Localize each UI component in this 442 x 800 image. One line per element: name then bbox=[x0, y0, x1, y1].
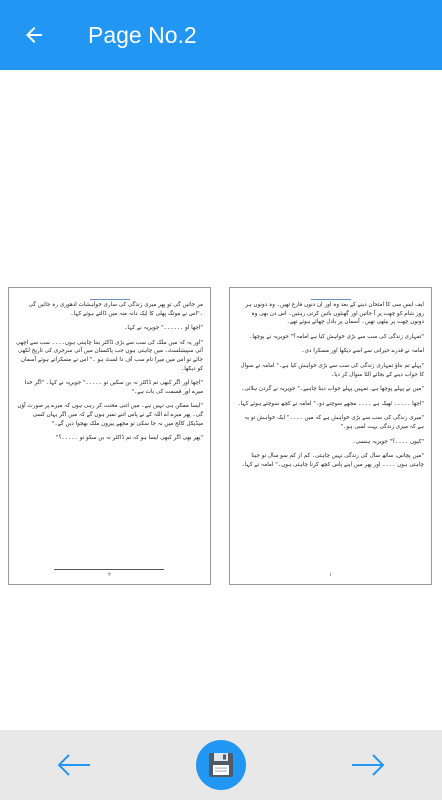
page-paragraph: "پہلے تم بتاؤ تمہاری زندگی کی سب سے بڑی خواہش کیا ہے۔" امامہ نے سوال کا جواب دینے کے بجائے الٹا سوال کر دیا۔ bbox=[240, 362, 424, 378]
page-paragraph: "اچھا اور اگر کبھی تم ڈاکٹر نہ بن سکیں تو ۔۔۔۔۔" جویریہ نے کہا۔ "اگر خدا میرے اور قسمت کی بات ہے۔" bbox=[24, 380, 203, 395]
next-page-button[interactable] bbox=[348, 745, 388, 785]
arrow-back-icon bbox=[22, 23, 46, 47]
page-paragraph: "اچھا ۔۔۔۔۔ ٹھیک ہے ۔۔۔۔ مجھے سوچنے دو۔" امامہ نے کچھ سوچتے ہوئے کہا۔ bbox=[237, 400, 424, 407]
page-paragraph: "اور یہ کہ میں ملک کی سب سے بڑی ڈاکٹر بننا چاہتی ہوں۔۔۔۔ سب سے اچھی آئی سپیشلسٹ۔ میں چاہتی ہوں جب پاکستان میں آئی سرجری کی تاریخ لکھی جائے تو اس میں میرا نام سب آف دا لسٹ ہو ۔" اس نے مسکراتے ہوئے آسمان کو دیکھا۔ bbox=[16, 339, 203, 372]
back-button[interactable] bbox=[14, 15, 54, 55]
app-bar bbox=[0, 0, 442, 70]
arrow-right-icon bbox=[350, 753, 386, 777]
page-paragraph: "میری زندگی کی سب سے بڑی خواہش ہے کہ میں ۔۔۔۔" ایک خواہش تو یہ ہے کہ میری زندگی بہت لمبی ہو۔" bbox=[244, 415, 424, 430]
previous-page-button[interactable] bbox=[54, 745, 94, 785]
page-paragraph: "میں نے پہلے پوچھا ہے، تمہیں پہلے جواب دینا چاہیے۔" جویریہ نے گردن ہلائی۔ bbox=[241, 386, 424, 393]
page-footer-rule bbox=[54, 569, 164, 570]
document-page-left bbox=[8, 287, 211, 585]
page-text bbox=[237, 301, 424, 475]
page-title: Page No.2 bbox=[88, 22, 197, 48]
page-paragraph: "میں پچاس، ساٹھ سال کی زندگی نہیں چاہتی۔ کم از کم سو سال تو جینا چاہتی ہوں ۔۔۔۔ اور پھر میں اپنے پاس کچھ کرنا چاہتی ہوں۔" امامہ نے کہا۔ bbox=[241, 453, 424, 468]
document-page-right bbox=[229, 287, 432, 585]
page-paragraph: "تمہاری زندگی کی سب سے بڑی خواہش کیا ہے امامہ؟" جویریہ نے پوچھا۔ bbox=[249, 333, 424, 340]
page-header-rule bbox=[90, 299, 130, 300]
page-number: ۱ bbox=[329, 572, 332, 578]
page-paragraph: ایف ایس سی کا امتحان دینے کے بعد وہ اور ان دنوں فارغ تھیں۔ وہ دونوں ہر روز شام کو چھت پر آ جاتیں اور گھنٹوں باتیں کرتی رہتیں۔ اس دن بھی وہ دونوں چھت پر بیٹھی تھیں۔ آسمان پر بادل چھائے ہوئے تھے۔ bbox=[245, 302, 424, 326]
page-viewer bbox=[0, 70, 442, 730]
page-paragraph: "پھر بھی اگر کبھی ایسا ہو کہ تم ڈاکٹر نہ بن سکو تو ۔۔۔۔۔؟" bbox=[56, 435, 203, 442]
save-button[interactable] bbox=[196, 740, 246, 790]
page-text bbox=[16, 301, 203, 449]
page-paragraph: "کیوں ۔۔۔۔؟" جویریہ ہنسی۔ bbox=[352, 438, 424, 445]
page-number: ۲ bbox=[108, 572, 111, 578]
page-header-rule bbox=[311, 299, 351, 300]
page-paragraph: امامہ نے قدرے حیرانی سے اسے دیکھا اور مسکرا دی۔ bbox=[301, 348, 424, 355]
floppy-disk-icon bbox=[206, 750, 236, 780]
page-paragraph: "ایسا ممکن ہی نہیں ہے۔ میں اتنی محنت کر رہی ہوں کہ میرے پر صورت آؤں گی۔ پھر میرے اے اللہ کے نے پاس اتنے نمبر ہوں گے کہ میں اگر یہاں کسی میڈیکل کالج میں نہ جا سکی تو مجھے بیرون ملک بھجوا دیں گے۔" bbox=[17, 403, 203, 427]
bottom-toolbar bbox=[0, 730, 442, 800]
page-paragraph: "اچھا او ۔۔۔۔۔۔" جویریہ نے کہا۔ bbox=[124, 325, 203, 332]
page-paragraph: مر جائیں گی تو پھر میری زندگی کی ساری خواہشات ادھوری رہ جائیں گی ۔"اس نے موتگ پھلی کا ایک دانہ منہ میں ڈالتے ہوئے کہا۔ bbox=[28, 302, 203, 317]
arrow-left-icon bbox=[56, 753, 92, 777]
